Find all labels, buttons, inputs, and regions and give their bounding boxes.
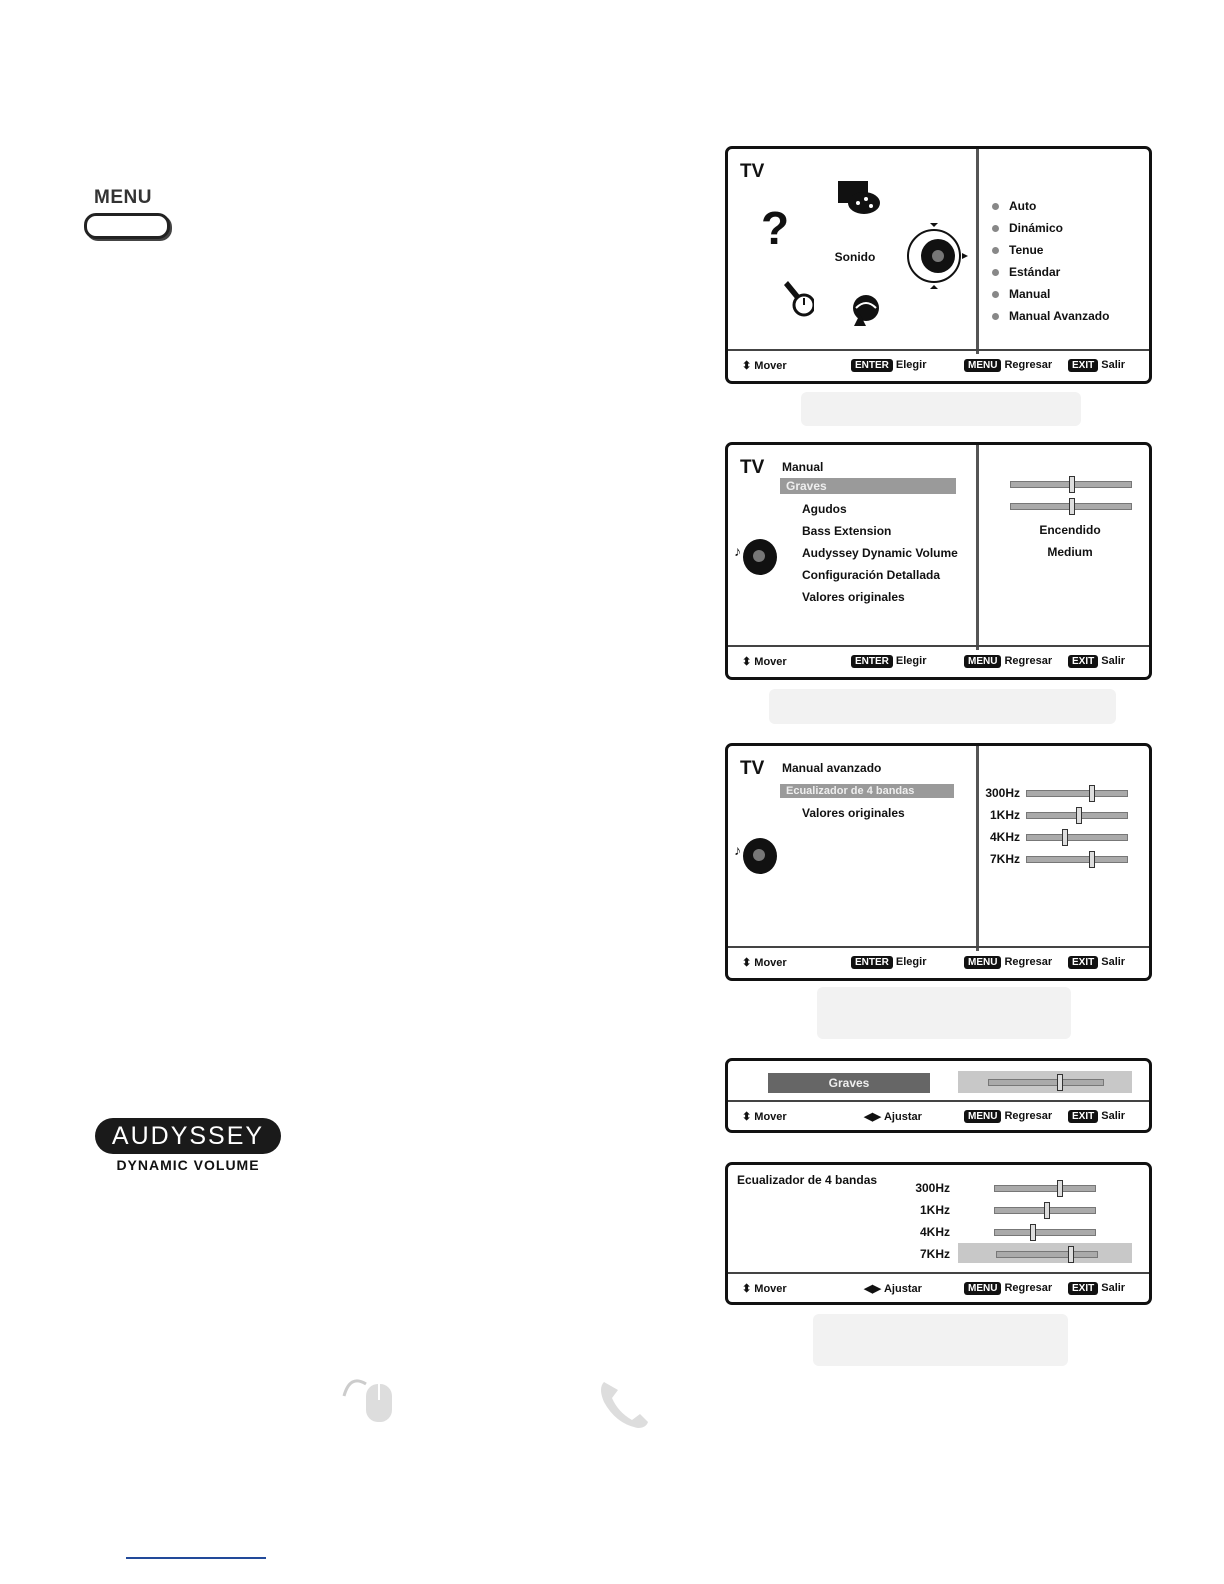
slider-knob[interactable] xyxy=(1057,1074,1063,1091)
caption-box xyxy=(769,689,1116,724)
divider xyxy=(976,149,979,354)
speaker-icon xyxy=(743,539,777,575)
osd-footer xyxy=(728,1100,1149,1130)
caption-box xyxy=(801,392,1081,426)
footer-enter: ENTER Elegir xyxy=(851,655,926,668)
menu-key-label: MENU xyxy=(94,187,152,208)
band-label: 1KHz xyxy=(989,808,1020,822)
equalizer-title: Ecualizador de 4 bandas xyxy=(737,1173,878,1187)
band-slider[interactable] xyxy=(1026,834,1128,841)
phone-icon xyxy=(596,1376,652,1432)
slider-knob[interactable] xyxy=(1069,476,1075,493)
music-note-icon: ♪ xyxy=(734,842,741,858)
footer-menu: MENU Regresar xyxy=(964,655,1052,668)
osd-footer xyxy=(728,1272,1149,1302)
band-label: 300Hz xyxy=(915,1181,950,1195)
footer-exit: EXIT Salir xyxy=(1068,359,1125,372)
audyssey-logo: AUDYSSEY xyxy=(95,1118,281,1154)
band-label: 300Hz xyxy=(985,786,1020,800)
menu-title: Manual xyxy=(782,460,824,474)
screen-title: TV xyxy=(740,758,765,779)
footer-move: ⬍ Mover xyxy=(742,656,787,668)
slider-knob[interactable] xyxy=(1030,1224,1036,1241)
menu-item[interactable]: Valores originales xyxy=(802,590,905,604)
footer-exit: EXIT Salir xyxy=(1068,956,1125,969)
menu-item[interactable]: Configuración Detallada xyxy=(802,568,941,582)
osd-footer xyxy=(728,946,1149,978)
caption-box xyxy=(813,1314,1068,1366)
band-slider[interactable] xyxy=(1026,856,1128,863)
footer-adjust: ◀▶ Ajustar xyxy=(864,1111,922,1123)
menu-item-selected[interactable]: Ecualizador de 4 bandas xyxy=(780,784,954,798)
band-slider[interactable] xyxy=(994,1229,1096,1236)
slider-knob[interactable] xyxy=(1057,1180,1063,1197)
sound-mode-option[interactable]: Auto xyxy=(992,199,1036,213)
osd-screen-equalizer xyxy=(725,1162,1152,1305)
footer-move: ⬍ Mover xyxy=(742,360,787,372)
speaker-icon xyxy=(743,838,777,874)
bass-slider[interactable] xyxy=(988,1079,1104,1086)
menu-item[interactable]: Valores originales xyxy=(802,806,905,820)
osd-footer xyxy=(728,349,1149,381)
band-label: 7KHz xyxy=(919,1247,950,1261)
band-slider[interactable] xyxy=(996,1251,1098,1258)
palette-icon xyxy=(836,177,882,219)
caption-box xyxy=(817,987,1071,1039)
treble-slider[interactable] xyxy=(1010,503,1132,510)
footer-menu: MENU Regresar xyxy=(964,1282,1052,1295)
sound-mode-option[interactable]: Manual xyxy=(992,287,1050,301)
band-slider[interactable] xyxy=(994,1207,1096,1214)
menu-title: Manual avanzado xyxy=(782,761,882,775)
slider-knob[interactable] xyxy=(1044,1202,1050,1219)
footer-enter: ENTER Elegir xyxy=(851,956,926,969)
footer-move: ⬍ Mover xyxy=(742,957,787,969)
osd-screen-bass-adjust xyxy=(725,1058,1152,1133)
bass-label: Graves xyxy=(768,1073,930,1093)
sound-mode-option[interactable]: Tenue xyxy=(992,243,1043,257)
slider-knob[interactable] xyxy=(1089,851,1095,868)
footer-exit: EXIT Salir xyxy=(1068,1110,1125,1123)
band-label: 1KHz xyxy=(919,1203,950,1217)
slider-knob[interactable] xyxy=(1089,785,1095,802)
slider-knob[interactable] xyxy=(1076,807,1082,824)
bass-slider[interactable] xyxy=(1010,481,1132,488)
slider-knob[interactable] xyxy=(1068,1246,1074,1263)
menu-item[interactable]: Audyssey Dynamic Volume xyxy=(802,546,958,560)
footer-move: ⬍ Mover xyxy=(742,1111,787,1123)
bass-slider-track[interactable] xyxy=(958,1071,1132,1093)
speaker-selected-icon xyxy=(904,221,974,291)
menu-item[interactable]: Bass Extension xyxy=(802,524,892,538)
osd-screen-advanced-manual xyxy=(725,743,1152,981)
bass-extension-value: Encendido xyxy=(1039,523,1101,537)
sound-label: Sonido xyxy=(834,250,876,264)
band-label: 4KHz xyxy=(989,830,1020,844)
band-slider[interactable] xyxy=(1026,790,1128,797)
screen-title: TV xyxy=(740,161,765,182)
slider-knob[interactable] xyxy=(1069,498,1075,515)
slider-knob[interactable] xyxy=(1062,829,1068,846)
sound-mode-option[interactable]: Dinámico xyxy=(992,221,1063,235)
divider xyxy=(976,445,979,650)
screen-title: TV xyxy=(740,457,765,478)
footer-move: ⬍ Mover xyxy=(742,1283,787,1295)
mouse-icon xyxy=(340,1370,396,1426)
dynamic-volume-value: Medium xyxy=(1047,545,1093,559)
band-slider[interactable] xyxy=(994,1185,1096,1192)
osd-screen-sound-mode xyxy=(725,146,1152,384)
audyssey-logo-subtitle: DYNAMIC VOLUME xyxy=(116,1157,260,1173)
band-label: 4KHz xyxy=(919,1225,950,1239)
divider xyxy=(976,746,979,951)
music-note-icon: ♪ xyxy=(734,543,741,559)
menu-key-icon xyxy=(84,213,170,239)
footer-link-line xyxy=(126,1557,266,1559)
sound-mode-option[interactable]: Estándar xyxy=(992,265,1060,279)
menu-item[interactable]: Agudos xyxy=(802,502,847,516)
osd-footer xyxy=(728,645,1149,677)
footer-exit: EXIT Salir xyxy=(1068,655,1125,668)
footer-menu: MENU Regresar xyxy=(964,1110,1052,1123)
menu-item-selected[interactable]: Graves xyxy=(780,478,956,494)
question-icon: ? xyxy=(761,202,790,254)
footer-menu: MENU Regresar xyxy=(964,359,1052,372)
sound-mode-option[interactable]: Manual Avanzado xyxy=(992,309,1109,323)
osd-screen-manual xyxy=(725,442,1152,680)
footer-menu: MENU Regresar xyxy=(964,956,1052,969)
footer-enter: ENTER Elegir xyxy=(851,359,926,372)
footer-exit: EXIT Salir xyxy=(1068,1282,1125,1295)
globe-icon xyxy=(846,292,882,328)
footer-adjust: ◀▶ Ajustar xyxy=(864,1283,922,1295)
tools-icon xyxy=(780,279,814,319)
band-label: 7KHz xyxy=(989,852,1020,866)
band-slider[interactable] xyxy=(1026,812,1128,819)
